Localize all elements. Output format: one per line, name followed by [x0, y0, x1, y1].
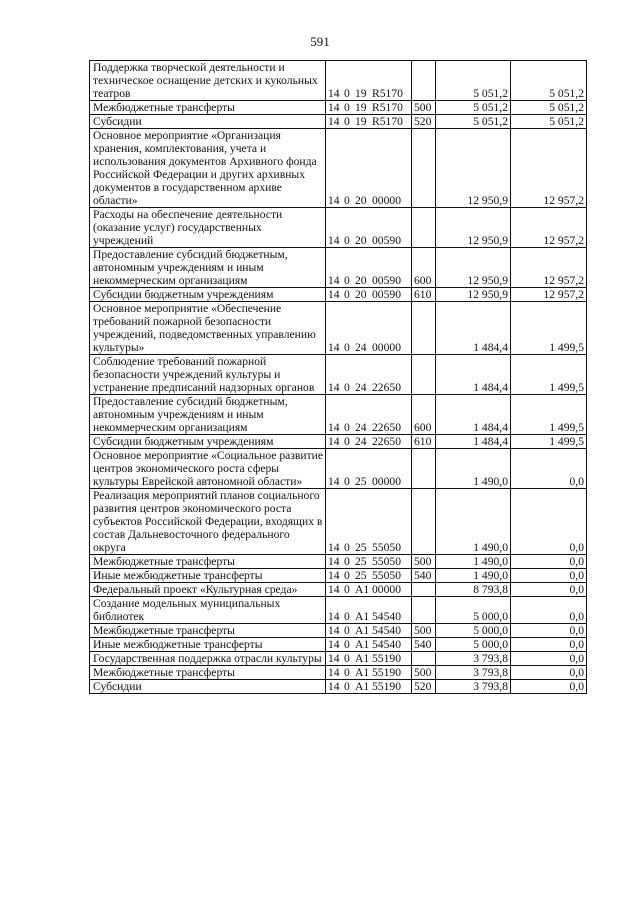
- code-part: 00000: [372, 341, 401, 354]
- code-part: 20: [355, 234, 367, 247]
- code-part: 0: [344, 274, 350, 287]
- table-row: [90, 129, 587, 208]
- code-part: 0: [344, 288, 350, 301]
- row-expense-type: [412, 652, 436, 666]
- code-part: 14: [328, 680, 340, 693]
- row-amount-2: 0,0: [511, 680, 587, 694]
- code-part: 0: [344, 610, 350, 623]
- code-part: A1: [355, 666, 370, 679]
- code-part: 0: [344, 680, 350, 693]
- code-part: 14: [328, 624, 340, 637]
- row-amount-2: 0,0: [511, 583, 587, 597]
- table-row: [90, 61, 587, 101]
- code-part: 14: [328, 555, 340, 568]
- row-amount-1: 12 950,9: [436, 208, 511, 248]
- row-amount-2: 0,0: [511, 555, 587, 569]
- row-amount-2: 1 499,5: [511, 435, 587, 449]
- row-name: Основное мероприятие «Социальное развитие центров экономического роста сферы культуры Еврейской автономной области»: [90, 449, 326, 489]
- code-part: 00000: [372, 194, 401, 207]
- row-code: [326, 61, 412, 101]
- table-row: [90, 555, 587, 569]
- code-part: 14: [328, 583, 340, 596]
- table-row: [90, 355, 587, 395]
- code-part: 0: [344, 555, 350, 568]
- table-row: [90, 288, 587, 302]
- row-expense-type: [412, 355, 436, 395]
- row-code: [326, 288, 412, 302]
- code-part: 25: [355, 569, 367, 582]
- row-code: [326, 583, 412, 597]
- row-amount-1: 5 051,2: [436, 115, 511, 129]
- row-amount-2: 0,0: [511, 624, 587, 638]
- row-expense-type: 610: [412, 288, 436, 302]
- code-part: 0: [344, 569, 350, 582]
- budget-table: [89, 60, 587, 694]
- code-part: 14: [328, 435, 340, 448]
- table-row: [90, 680, 587, 694]
- row-amount-1: 1 490,0: [436, 555, 511, 569]
- row-amount-1: 8 793,8: [436, 583, 511, 597]
- row-name: Федеральный проект «Культурная среда»: [90, 583, 326, 597]
- code-part: 0: [344, 666, 350, 679]
- table-row: [90, 435, 587, 449]
- code-part: 55050: [372, 569, 401, 582]
- code-part: 14: [328, 421, 340, 434]
- code-part: 55050: [372, 555, 401, 568]
- row-amount-2: 1 499,5: [511, 302, 587, 355]
- row-code: [326, 129, 412, 208]
- row-expense-type: 500: [412, 555, 436, 569]
- code-part: 0: [344, 115, 350, 128]
- row-code: [326, 355, 412, 395]
- row-amount-2: 5 051,2: [511, 101, 587, 115]
- row-expense-type: 600: [412, 395, 436, 435]
- row-code: [326, 624, 412, 638]
- row-amount-1: 1 484,4: [436, 302, 511, 355]
- row-amount-2: 1 499,5: [511, 355, 587, 395]
- code-part: 24: [355, 421, 367, 434]
- row-name: Основное мероприятие «Обеспечение требований пожарной безопасности учреждений, подведомственных управлению культуры»: [90, 302, 326, 355]
- row-name: Иные межбюджетные трансферты: [90, 638, 326, 652]
- code-part: 14: [328, 541, 340, 554]
- code-part: 25: [355, 555, 367, 568]
- code-part: 14: [328, 341, 340, 354]
- code-part: A1: [355, 652, 370, 665]
- code-part: 0: [344, 475, 350, 488]
- row-amount-2: 1 499,5: [511, 395, 587, 435]
- code-part: 0: [344, 652, 350, 665]
- code-part: 55190: [372, 666, 401, 679]
- code-part: 54540: [372, 624, 401, 637]
- row-amount-1: 5 000,0: [436, 624, 511, 638]
- code-part: 0: [344, 541, 350, 554]
- row-code: [326, 208, 412, 248]
- table-row: [90, 489, 587, 555]
- code-part: 22650: [372, 421, 401, 434]
- code-part: 0: [344, 101, 350, 114]
- row-amount-2: 0,0: [511, 597, 587, 624]
- table-row: [90, 449, 587, 489]
- row-name: Субсидии бюджетным учреждениям: [90, 435, 326, 449]
- code-part: 14: [328, 101, 340, 114]
- code-part: 22650: [372, 381, 401, 394]
- row-amount-1: 1 490,0: [436, 449, 511, 489]
- code-part: 20: [355, 288, 367, 301]
- row-amount-1: 3 793,8: [436, 652, 511, 666]
- code-part: A1: [355, 680, 370, 693]
- row-code: [326, 395, 412, 435]
- code-part: A1: [355, 638, 370, 651]
- code-part: 0: [344, 421, 350, 434]
- row-name: Межбюджетные трансферты: [90, 555, 326, 569]
- table-row: [90, 101, 587, 115]
- row-name: Основное мероприятие «Организация хранения, комплектования, учета и использования документов Архивного фонда Российской Федерации и других архивных документов в государственном архиве области»: [90, 129, 326, 208]
- table-row: [90, 583, 587, 597]
- code-part: 00000: [372, 583, 401, 596]
- row-expense-type: 600: [412, 248, 436, 288]
- row-amount-2: 12 957,2: [511, 248, 587, 288]
- code-part: 0: [344, 234, 350, 247]
- code-part: A1: [355, 583, 370, 596]
- row-amount-1: 12 950,9: [436, 248, 511, 288]
- code-part: 14: [328, 274, 340, 287]
- row-name: Межбюджетные трансферты: [90, 101, 326, 115]
- row-code: [326, 555, 412, 569]
- row-amount-1: 12 950,9: [436, 288, 511, 302]
- row-name: Субсидии бюджетным учреждениям: [90, 288, 326, 302]
- code-part: 24: [355, 435, 367, 448]
- table-row: [90, 208, 587, 248]
- code-part: 14: [328, 381, 340, 394]
- row-expense-type: 520: [412, 115, 436, 129]
- code-part: 14: [328, 569, 340, 582]
- code-part: R5170: [372, 87, 403, 100]
- code-part: 14: [328, 115, 340, 128]
- row-amount-2: 0,0: [511, 652, 587, 666]
- row-amount-2: 5 051,2: [511, 61, 587, 101]
- row-name: Субсидии: [90, 115, 326, 129]
- row-code: [326, 302, 412, 355]
- code-part: 0: [344, 194, 350, 207]
- row-name: Межбюджетные трансферты: [90, 666, 326, 680]
- row-name: Поддержка творческой деятельности и техническое оснащение детских и кукольных театров: [90, 61, 326, 101]
- code-part: 55190: [372, 652, 401, 665]
- code-part: 20: [355, 274, 367, 287]
- row-amount-1: 1 484,4: [436, 395, 511, 435]
- row-code: [326, 597, 412, 624]
- code-part: 54540: [372, 610, 401, 623]
- row-amount-2: 12 957,2: [511, 129, 587, 208]
- row-amount-1: 1 484,4: [436, 355, 511, 395]
- row-expense-type: [412, 583, 436, 597]
- row-expense-type: [412, 597, 436, 624]
- row-amount-1: 12 950,9: [436, 129, 511, 208]
- row-expense-type: 520: [412, 680, 436, 694]
- row-expense-type: 500: [412, 624, 436, 638]
- row-amount-1: 3 793,8: [436, 666, 511, 680]
- code-part: 14: [328, 288, 340, 301]
- row-name: Предоставление субсидий бюджетным, автономным учреждениям и иным некоммерческим организациям: [90, 248, 326, 288]
- table-row: [90, 302, 587, 355]
- table-row: [90, 597, 587, 624]
- code-part: 22650: [372, 435, 401, 448]
- row-expense-type: [412, 302, 436, 355]
- row-amount-1: 1 490,0: [436, 489, 511, 555]
- row-expense-type: 610: [412, 435, 436, 449]
- row-name: Расходы на обеспечение деятельности (оказание услуг) государственных учреждений: [90, 208, 326, 248]
- code-part: 20: [355, 194, 367, 207]
- row-name: Субсидии: [90, 680, 326, 694]
- row-code: [326, 638, 412, 652]
- row-amount-1: 5 000,0: [436, 597, 511, 624]
- row-code: [326, 101, 412, 115]
- code-part: 55050: [372, 541, 401, 554]
- code-part: 00590: [372, 234, 401, 247]
- row-code: [326, 489, 412, 555]
- row-expense-type: [412, 489, 436, 555]
- code-part: 00590: [372, 288, 401, 301]
- table-row: [90, 115, 587, 129]
- page-number: 591: [310, 34, 330, 49]
- code-part: 19: [355, 115, 367, 128]
- row-amount-2: 12 957,2: [511, 288, 587, 302]
- row-name: Государственная поддержка отрасли культуры: [90, 652, 326, 666]
- row-expense-type: 540: [412, 638, 436, 652]
- code-part: 0: [344, 341, 350, 354]
- code-part: 00000: [372, 475, 401, 488]
- row-code: [326, 652, 412, 666]
- code-part: 19: [355, 87, 367, 100]
- row-amount-2: 0,0: [511, 638, 587, 652]
- code-part: 19: [355, 101, 367, 114]
- row-name: Создание модельных муниципальных библиотек: [90, 597, 326, 624]
- code-part: 14: [328, 475, 340, 488]
- table-row: [90, 395, 587, 435]
- row-code: [326, 569, 412, 583]
- row-amount-1: 5 051,2: [436, 61, 511, 101]
- code-part: 0: [344, 381, 350, 394]
- code-part: 54540: [372, 638, 401, 651]
- code-part: 24: [355, 381, 367, 394]
- row-code: [326, 435, 412, 449]
- row-amount-1: 3 793,8: [436, 680, 511, 694]
- table-row: [90, 638, 587, 652]
- table-row: [90, 569, 587, 583]
- code-part: 14: [328, 666, 340, 679]
- row-name: Реализация мероприятий планов социального развития центров экономического роста субъектов Российской Федерации, входящих в состав Дальневосточного федерального округа: [90, 489, 326, 555]
- budget-table-body: [90, 61, 587, 694]
- code-part: 0: [344, 583, 350, 596]
- row-name: Предоставление субсидий бюджетным, автономным учреждениям и иным некоммерческим организациям: [90, 395, 326, 435]
- code-part: A1: [355, 624, 370, 637]
- code-part: 14: [328, 652, 340, 665]
- row-expense-type: [412, 449, 436, 489]
- row-expense-type: 540: [412, 569, 436, 583]
- code-part: 14: [328, 638, 340, 651]
- code-part: 14: [328, 87, 340, 100]
- row-amount-2: 0,0: [511, 569, 587, 583]
- row-code: [326, 115, 412, 129]
- row-code: [326, 680, 412, 694]
- code-part: 24: [355, 341, 367, 354]
- code-part: 14: [328, 610, 340, 623]
- row-amount-2: 12 957,2: [511, 208, 587, 248]
- row-amount-1: 5 051,2: [436, 101, 511, 115]
- row-expense-type: 500: [412, 101, 436, 115]
- row-amount-1: 1 484,4: [436, 435, 511, 449]
- code-part: 25: [355, 541, 367, 554]
- code-part: 25: [355, 475, 367, 488]
- table-row: [90, 652, 587, 666]
- table-row: [90, 248, 587, 288]
- row-code: [326, 449, 412, 489]
- row-code: [326, 248, 412, 288]
- row-expense-type: [412, 129, 436, 208]
- row-amount-1: 5 000,0: [436, 638, 511, 652]
- code-part: A1: [355, 610, 370, 623]
- row-amount-2: 5 051,2: [511, 115, 587, 129]
- row-amount-2: 0,0: [511, 666, 587, 680]
- row-expense-type: [412, 208, 436, 248]
- code-part: 0: [344, 624, 350, 637]
- code-part: 0: [344, 435, 350, 448]
- code-part: R5170: [372, 101, 403, 114]
- row-amount-1: 1 490,0: [436, 569, 511, 583]
- row-expense-type: [412, 61, 436, 101]
- row-name: Соблюдение требований пожарной безопасности учреждений культуры и устранение предписаний надзорных органов: [90, 355, 326, 395]
- table-row: [90, 666, 587, 680]
- code-part: 0: [344, 87, 350, 100]
- code-part: 14: [328, 234, 340, 247]
- code-part: R5170: [372, 115, 403, 128]
- code-part: 55190: [372, 680, 401, 693]
- row-amount-2: 0,0: [511, 489, 587, 555]
- code-part: 00590: [372, 274, 401, 287]
- code-part: 0: [344, 638, 350, 651]
- row-name: Межбюджетные трансферты: [90, 624, 326, 638]
- row-code: [326, 666, 412, 680]
- row-name: Иные межбюджетные трансферты: [90, 569, 326, 583]
- table-row: [90, 624, 587, 638]
- row-expense-type: 500: [412, 666, 436, 680]
- row-amount-2: 0,0: [511, 449, 587, 489]
- code-part: 14: [328, 194, 340, 207]
